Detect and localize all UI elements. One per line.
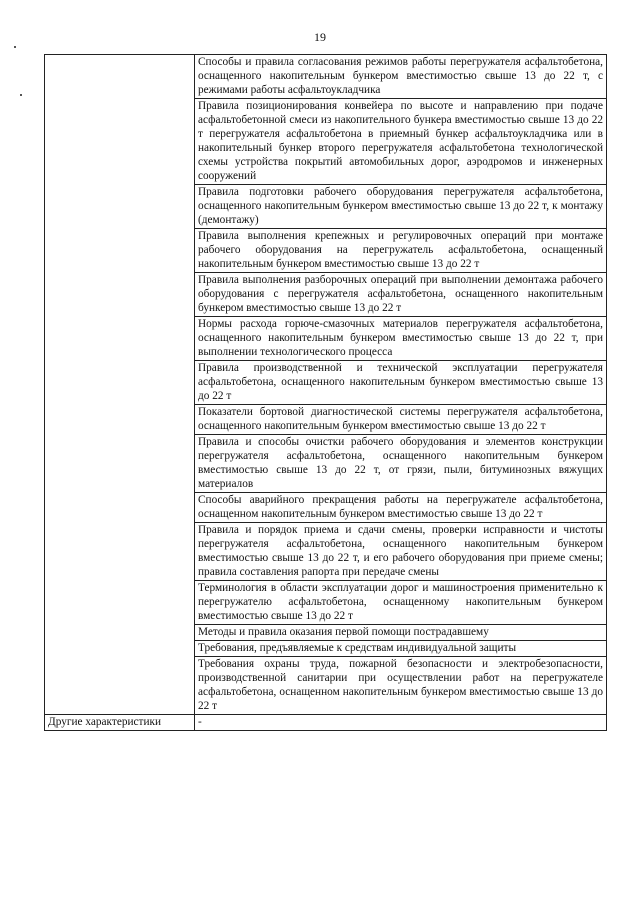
scan-artifact bbox=[20, 94, 22, 96]
requirement-text: Способы и правила согласования режимов работы перегружателя асфальтобетона, оснащенного накопительным бункером вместимостью свыше 13 до 22 т, с режимами работы асфальтоукладчика bbox=[195, 55, 607, 99]
requirement-text: Правила подготовки рабочего оборудования перегружателя асфальтобетона, оснащенного накопительным бункером вместимостью свыше 13 до 22 т, к монтажу (демонтажу) bbox=[195, 185, 607, 229]
requirement-text: Способы аварийного прекращения работы на перегружателе асфальтобетона, оснащенном накопительным бункером вместимостью свыше 13 до 22 т bbox=[195, 493, 607, 523]
requirement-text: Показатели бортовой диагностической системы перегружателя асфальтобетона, оснащенного накопительным бункером вместимостью свыше 13 до 22 т bbox=[195, 405, 607, 435]
requirement-text: Терминология в области эксплуатации дорог и машиностроения применительно к перегружателю асфальтобетона, оснащенному накопительным бункером вместимостью свыше 13 до 22 т bbox=[195, 581, 607, 625]
page-number: 19 bbox=[314, 30, 326, 44]
other-characteristics-label: Другие характеристики bbox=[45, 715, 195, 731]
requirement-text: Правила и порядок приема и сдачи смены, проверки исправности и чистоты перегружателя асфальтобетона, оснащенного накопительным бункером вместимостью свыше 13 до 22 т, и его рабочего оборудования при приеме смены; правила составления рапорта при передаче смены bbox=[195, 523, 607, 581]
requirement-text: Правила выполнения крепежных и регулировочных операций при монтаже рабочего оборудования на перегружатель асфальтобетона, оснащенный накопительным бункером вместимостью свыше 13 до 22 т bbox=[195, 229, 607, 273]
table-row bbox=[45, 55, 607, 99]
requirement-text: Методы и правила оказания первой помощи пострадавшему bbox=[195, 625, 607, 641]
scan-artifact bbox=[14, 46, 16, 48]
footer-row bbox=[45, 715, 607, 731]
requirement-text: Нормы расхода горюче-смазочных материалов перегружателя асфальтобетона, оснащенного накопительным бункером вместимостью свыше 13 до 22 т, при выполнении технологического процесса bbox=[195, 317, 607, 361]
requirement-text: Правила выполнения разборочных операций при выполнении демонтажа рабочего оборудования с перегружателя асфальтобетона, оснащенного накопительным бункером вместимостью свыше 13 до 22 т bbox=[195, 273, 607, 317]
requirements-table bbox=[44, 54, 607, 731]
requirement-text: Правила позиционирования конвейера по высоте и направлению при подаче асфальтобетонной смеси из накопительного бункера вместимостью свыше 13 до 22 т перегружателя асфальтобетона в приемный бункер асфальтоукладчика или в накопительный бункер второго перегружателя асфальтобетона технологической схемы устройства покрытий автомобильных дорог, аэродромов и инженерных сооружений bbox=[195, 99, 607, 185]
requirement-text: Требования, предъявляемые к средствам индивидуальной защиты bbox=[195, 641, 607, 657]
requirement-text: Правила и способы очистки рабочего оборудования и элементов конструкции перегружателя асфальтобетона, оснащенного накопительным бункером вместимостью свыше 13 до 22 т, от грязи, пыли, битуминозных вяжущих материалов bbox=[195, 435, 607, 493]
requirement-text: Требования охраны труда, пожарной безопасности и электробезопасности, производственной санитарии при осуществлении работ на перегружателе асфальтобетона, оснащенном накопительным бункером вместимостью свыше 13 до 22 т bbox=[195, 657, 607, 715]
requirement-text: Правила производственной и технической эксплуатации перегружателя асфальтобетона, оснащенного накопительным бункером вместимостью свыше 13 до 22 т bbox=[195, 361, 607, 405]
empty-label-cell bbox=[45, 55, 195, 715]
other-characteristics-value: - bbox=[195, 715, 607, 731]
